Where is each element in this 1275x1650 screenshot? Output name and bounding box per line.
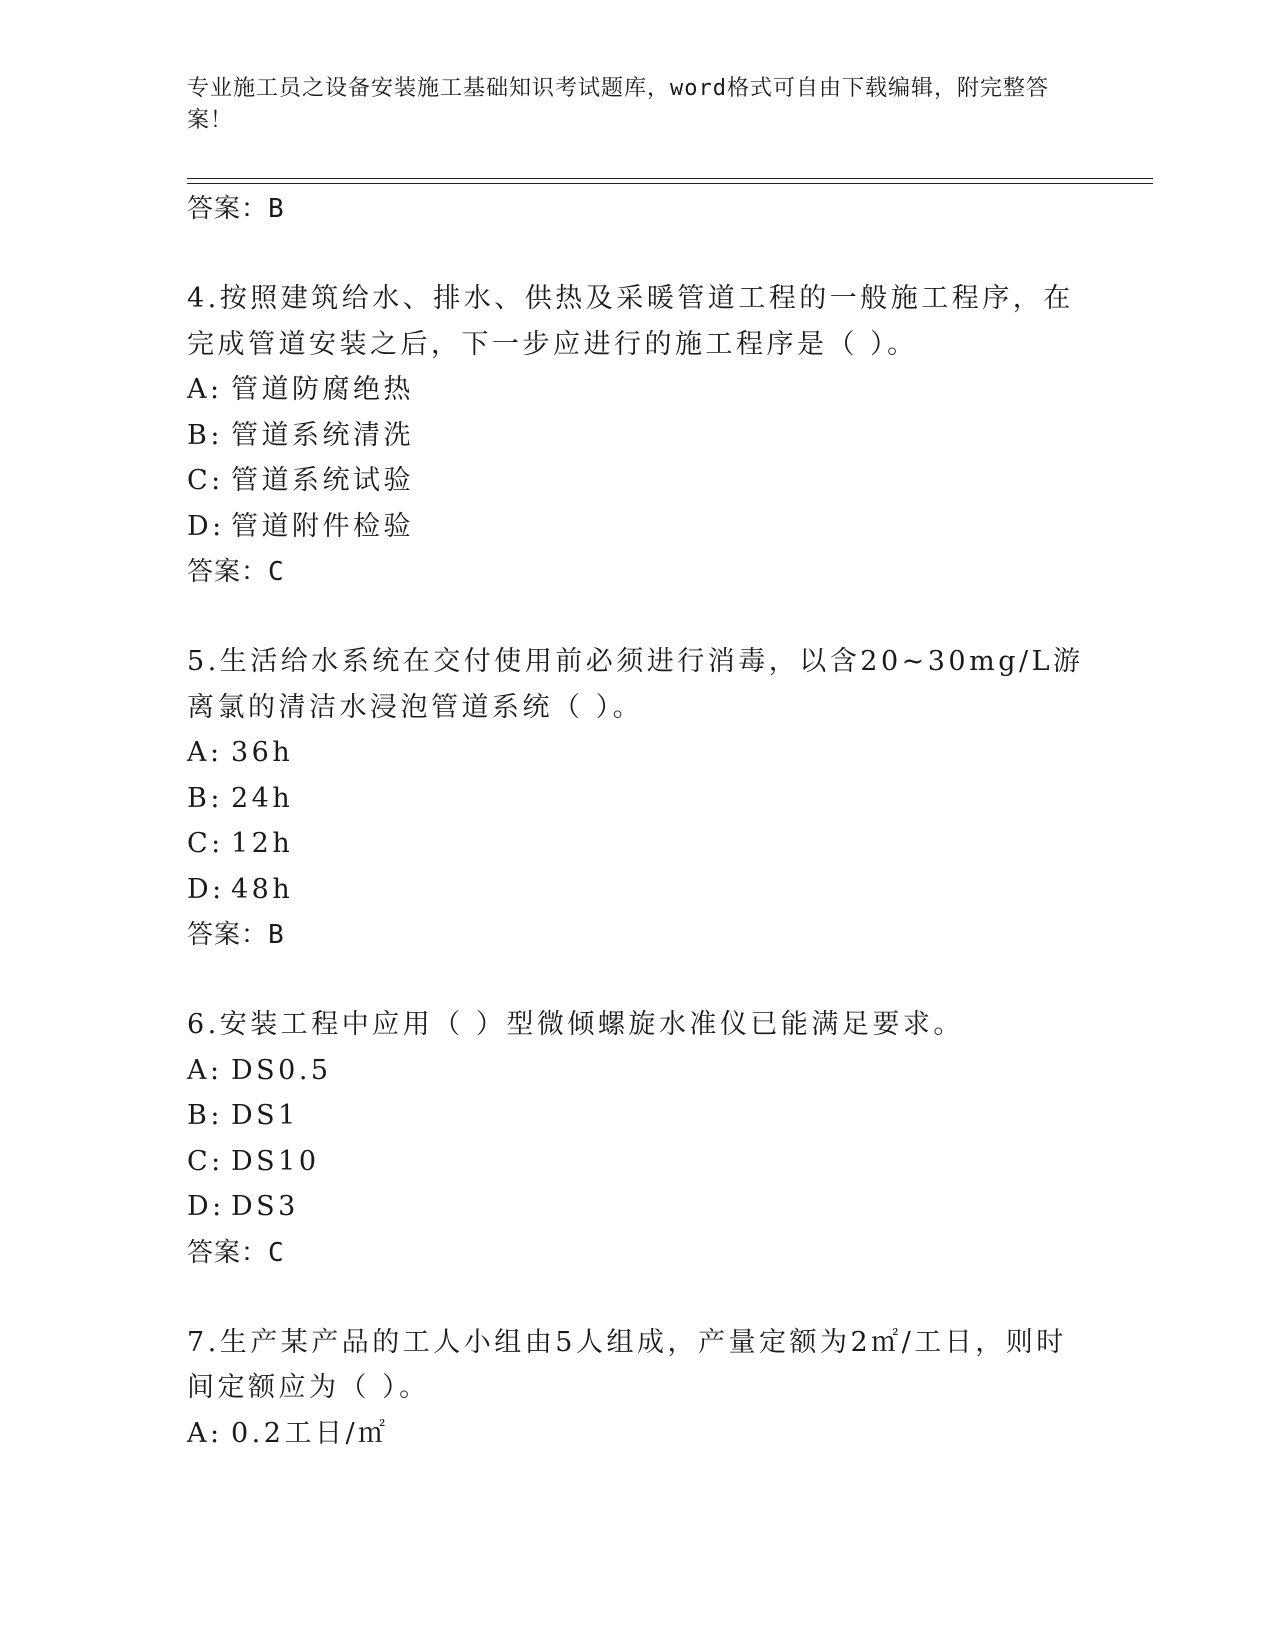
option-text: 48h	[231, 873, 294, 905]
option-text: 管道系统试验	[231, 465, 414, 496]
option-b	[187, 413, 1087, 459]
question-list	[187, 186, 1087, 1456]
option-c	[187, 821, 1087, 867]
option-b	[187, 776, 1087, 822]
option-text: 0.2工日/㎡	[231, 1417, 389, 1449]
option-letter: A:	[187, 374, 223, 405]
answer-line: 答案：B	[187, 920, 285, 950]
option-letter: D:	[187, 1191, 225, 1222]
option-letter: B:	[187, 782, 223, 814]
option-text: DS0.5	[231, 1054, 332, 1086]
option-d	[187, 1184, 1087, 1230]
option-letter: C:	[187, 828, 224, 859]
question-4	[187, 276, 1087, 595]
question-stem: 5.生活给水系统在交付使用前必须进行消毒，以含20~30mg/L游离氯的清洁水浸泡管道系统（ ）。	[187, 646, 1084, 723]
header-rule-top	[187, 178, 1153, 179]
option-text: DS1	[231, 1100, 299, 1131]
option-letter: C:	[187, 465, 224, 496]
option-a	[187, 367, 1087, 413]
option-letter: B:	[187, 1100, 223, 1131]
option-d	[187, 867, 1087, 913]
option-letter: A:	[187, 1054, 223, 1086]
option-c	[187, 458, 1087, 504]
option-text: 12h	[231, 828, 294, 859]
question-stem: 7.生产某产品的工人小组由5人组成，产量定额为2㎡/工日，则时间定额应为（ ）。	[187, 1326, 1067, 1403]
option-letter: B:	[187, 419, 223, 451]
question-7	[187, 1320, 1087, 1457]
option-text: 24h	[231, 782, 294, 814]
option-text: 管道系统清洗	[231, 419, 414, 451]
answer-line: 答案：B	[187, 194, 285, 224]
document-header: 专业施工员之设备安装施工基础知识考试题库，word格式可自由下载编辑，附完整答案！	[187, 76, 1049, 133]
option-letter: A:	[187, 1417, 223, 1449]
option-letter: D:	[187, 510, 225, 542]
option-text: DS10	[231, 1145, 320, 1177]
option-a	[187, 1048, 1087, 1094]
answer-line: 答案：C	[187, 1237, 285, 1268]
option-text: DS3	[231, 1191, 299, 1222]
answer-line: 答案：C	[187, 557, 285, 587]
header-rule-bottom	[187, 183, 1153, 184]
option-letter: A:	[187, 737, 223, 768]
option-c	[187, 1139, 1087, 1185]
question-5	[187, 639, 1087, 958]
question-stem: 4.按照建筑给水、排水、供热及采暖管道工程的一般施工程序，在完成管道安装之后，下一步应进行的施工程序是（ ）。	[187, 283, 1074, 360]
option-text: 36h	[231, 737, 294, 768]
option-letter: D:	[187, 873, 225, 905]
option-a	[187, 1411, 1087, 1457]
question-6	[187, 1002, 1087, 1276]
question-stem: 6.安装工程中应用（ ）型微倾螺旋水准仪已能满足要求。	[187, 1009, 964, 1040]
option-b	[187, 1093, 1087, 1139]
option-a	[187, 730, 1087, 776]
option-text: 管道附件检验	[231, 510, 414, 542]
option-text: 管道防腐绝热	[231, 374, 414, 405]
option-d	[187, 504, 1087, 550]
option-letter: C:	[187, 1145, 224, 1177]
